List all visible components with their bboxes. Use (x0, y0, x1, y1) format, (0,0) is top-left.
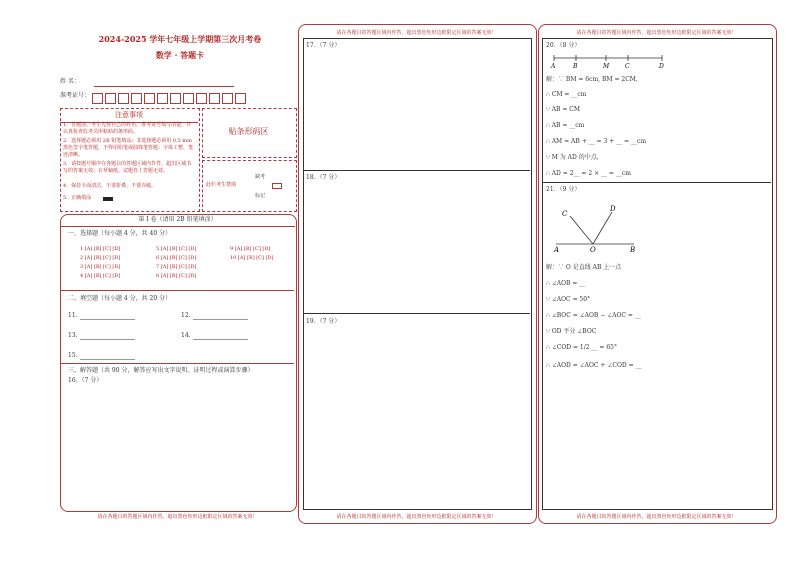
q21-line: ∴ ∠AOB = __ (546, 280, 586, 287)
fill-heading: 二、填空题（每小题 4 分，共 20 分） (68, 295, 172, 302)
q21-angle-figure (546, 198, 646, 254)
choice-options[interactable]: [A] [B] [C] [D] (160, 246, 197, 252)
fill-blank-12[interactable] (193, 319, 248, 320)
q19-label: 19．（7 分） (306, 318, 341, 325)
choice-options[interactable]: [A] [B] [C] [D] (84, 273, 121, 279)
notice-item: 2．选择题必须用 2B 铅笔填涂；非选择题必须用 0.5 mm 黑色签字笔答题，不得用铅笔或圆珠笔答题；字体工整、笔迹清晰。 (63, 138, 194, 158)
fill-blank-13[interactable] (80, 339, 135, 340)
answer-heading: 三、解答题（共 90 分，解答应写出文字说明、证明过程或演算步骤） (68, 367, 254, 374)
point-label: M (603, 63, 610, 70)
warning-text: 请在各题目的答题区域内作答，超出黑色矩形边框限定区域的答案无效！ (336, 30, 497, 36)
choice-options[interactable]: [A] [B] [C] [D] (84, 255, 121, 261)
absent-mark2: 标记 (255, 193, 266, 199)
point-label: C (625, 63, 630, 70)
point-label: D (659, 63, 664, 70)
q20-label: 20．（8 分） (546, 42, 581, 49)
fill-item-14: 14. (181, 332, 191, 339)
q21-line: ∵ ∠AOC = 50° (546, 296, 591, 303)
choice-options[interactable]: [A] [B] [C] [D] (160, 255, 197, 261)
q21-line: ∴ ∠COD = 1/2 __ = 65° (546, 344, 617, 351)
page-subtitle: 数学 · 答题卡 (155, 50, 205, 60)
q20-segment-figure (546, 52, 676, 70)
fill-item-15: 15. (68, 352, 78, 359)
fill-blank-11[interactable] (80, 319, 135, 320)
absent-checkbox[interactable] (272, 183, 282, 189)
fill-item-11: 11. (68, 312, 78, 319)
absent-mark1: 缺考 (255, 174, 266, 180)
point-label: B (573, 63, 578, 70)
point-label: D (610, 205, 616, 213)
fill-item-13: 13. (68, 332, 78, 339)
page-title: 2024-2025 学年七年级上学期第三次月考卷 (98, 34, 262, 44)
fill-blank-14[interactable] (193, 339, 248, 340)
point-label: C (562, 210, 568, 218)
point-label: O (590, 246, 596, 254)
warning-text: 请在各题目的答题区域内作答，超出黑色矩形边框限定区域的答案无效！ (97, 514, 258, 520)
name-field[interactable] (94, 86, 234, 87)
choice-options[interactable]: [A] [B] [C] [D] (160, 264, 197, 270)
q20-line: 解：∵ BM = 6cm, BM = 2CM， (546, 76, 642, 83)
choice-options[interactable]: [A] [B] [C] [D] (237, 255, 274, 261)
q17-answer-area[interactable] (304, 52, 530, 168)
q16-label: 16．（7 分） (68, 377, 103, 384)
notice-title: 注意事项 (60, 110, 198, 123)
warning-text: 请在各题目的答题区域内作答，超出黑色矩形边框限定区域的答案无效！ (576, 514, 737, 520)
q20-line: ∴ CM = __cm (546, 91, 587, 98)
id-label: 准考证号： (60, 92, 91, 99)
name-label: 姓 名： (60, 78, 80, 85)
notice-item: 3．请按题号顺序在各题目的答题区域内作答，超出区域书写的答案无效；在草稿纸、试题卷上答题无效。 (63, 161, 192, 174)
q21-line: ∴ ∠BOC = ∠AOB − ∠AOC = __ (546, 312, 641, 319)
barcode-label: 贴条形码区 (228, 127, 269, 136)
q20-line: ∴ AB = __cm (546, 122, 585, 129)
warning-text: 请在各题目的答题区域内作答，超出黑色矩形边框限定区域的答案无效！ (336, 514, 497, 520)
q21-answer-area[interactable] (543, 374, 771, 506)
q20-line: ∴ AD = 2__ = 2 × __ = __cm (546, 170, 631, 177)
point-label: B (630, 246, 636, 254)
section1-title: 第 I 卷（请用 2B 铅笔填涂） (60, 216, 295, 227)
warning-text: 请在各题目的答题区域内作答，超出黑色矩形边框限定区域的答案无效！ (576, 30, 737, 36)
q17-label: 17．（7 分） (306, 42, 341, 49)
q21-line: ∵ OD 平分 ∠BOC (546, 328, 597, 335)
id-field[interactable] (90, 88, 246, 107)
q20-line: ∵ M 为 AD 的中点， (546, 154, 603, 161)
notice-item: 5．正确填涂 (63, 195, 92, 201)
choice-options[interactable]: [A] [B] [C] [D] (234, 246, 271, 252)
q18-answer-area[interactable] (304, 184, 530, 312)
q20-line: ∵ AB = CM (546, 106, 581, 113)
q21-line: ∴ ∠AOD = ∠AOC + ∠COD = __ (546, 362, 642, 369)
notice-item: 1．答题前，考生先将自己的姓名，准考证号填写清楚，并认真检查监考员所粘贴的条形码。 (63, 122, 192, 135)
q16-answer-area[interactable] (62, 388, 292, 508)
point-label: A (551, 63, 556, 70)
fill-blank-15[interactable] (80, 359, 135, 360)
absent-label: 此栏考生禁填 (206, 182, 237, 188)
fill-item-12: 12. (181, 312, 191, 319)
choice-options[interactable]: [A] [B] [C] [D] (160, 273, 197, 279)
point-label: A (554, 246, 560, 254)
q19-answer-area[interactable] (304, 328, 530, 506)
choice-heading: 一、选择题（每小题 4 分，共 40 分） (68, 230, 172, 237)
q20-line: ∴ AM = AB + __ = 3 + __ = __cm (546, 138, 647, 145)
q21-line: 解：∵ O 是直线 AB 上一点 (546, 264, 622, 271)
fill-sample (103, 197, 113, 201)
choice-options[interactable]: [A] [B] [C] [D] (84, 264, 121, 270)
q21-label: 21．（9 分） (546, 186, 581, 193)
q18-label: 18．（7 分） (306, 174, 341, 181)
notice-item: 4．保持卡面清洁，不要折叠、不要弄破。 (63, 183, 157, 189)
choice-options[interactable]: [A] [B] [C] [D] (84, 246, 121, 252)
